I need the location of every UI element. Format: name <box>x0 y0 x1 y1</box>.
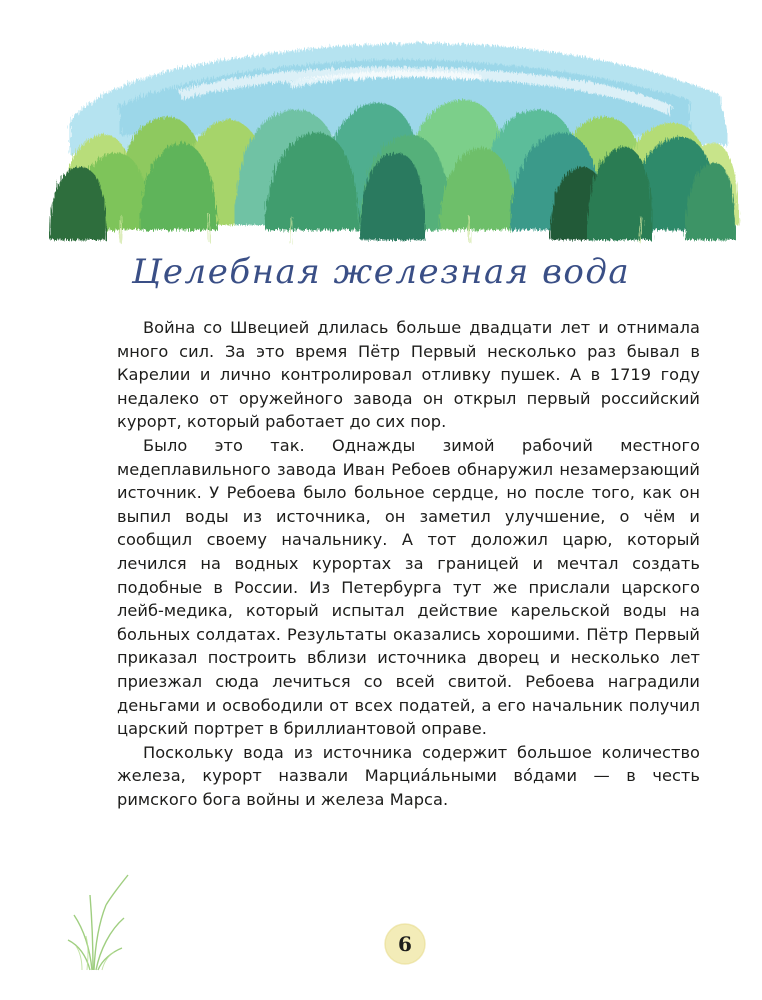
forest-illustration-icon <box>30 25 745 250</box>
grass-sprig-illustration-icon <box>62 870 142 975</box>
grass-illustration <box>62 870 142 975</box>
page-number-label: 6 <box>398 932 412 956</box>
paragraph: Война со Швецией длилась больше двадцати лет и отнимала много сил. За это время Пётр Первый несколько раз бывал в Карелии и лично контролировал отливку пушек. А в 1719 году недалеко от оружейного завода он открыл первый российский курорт, который работает до сих пор. <box>117 318 700 432</box>
paragraph: Было это так. Однажды зимой рабочий местного медеплавильного завода Иван Ребоев обнаружил незамерзающий источник. У Ребоева было больное сердце, но после того, как он выпил воды из источника, он заметил улучшение, о чём и сообщил своему начальнику. А тот доложил царю, который лечился на водных курортах за границей и мечтал создать подобные в России. Из Петербурга тут же прислали царского лейб-медика, который испытал действие карельской воды на больных солдатах. Результаты оказались хорошими. Пётр Первый приказал построить вблизи источника дворец и несколько лет приезжал сюда лечиться со всей свитой. Ребоева наградили деньгами и освободили от всех податей, а его начальник получил царский портрет в бриллиантовой оправе. <box>117 435 700 739</box>
article-body <box>117 316 700 811</box>
paragraph: Поскольку вода из источника содержит большое количество железа, курорт назвали Марциа́льными во́дами — в честь римского бога войны и железа Марса. <box>117 742 700 809</box>
forest-banner-illustration <box>30 25 745 250</box>
page-number <box>383 922 427 966</box>
page-title: Целебная железная вода <box>131 252 631 292</box>
